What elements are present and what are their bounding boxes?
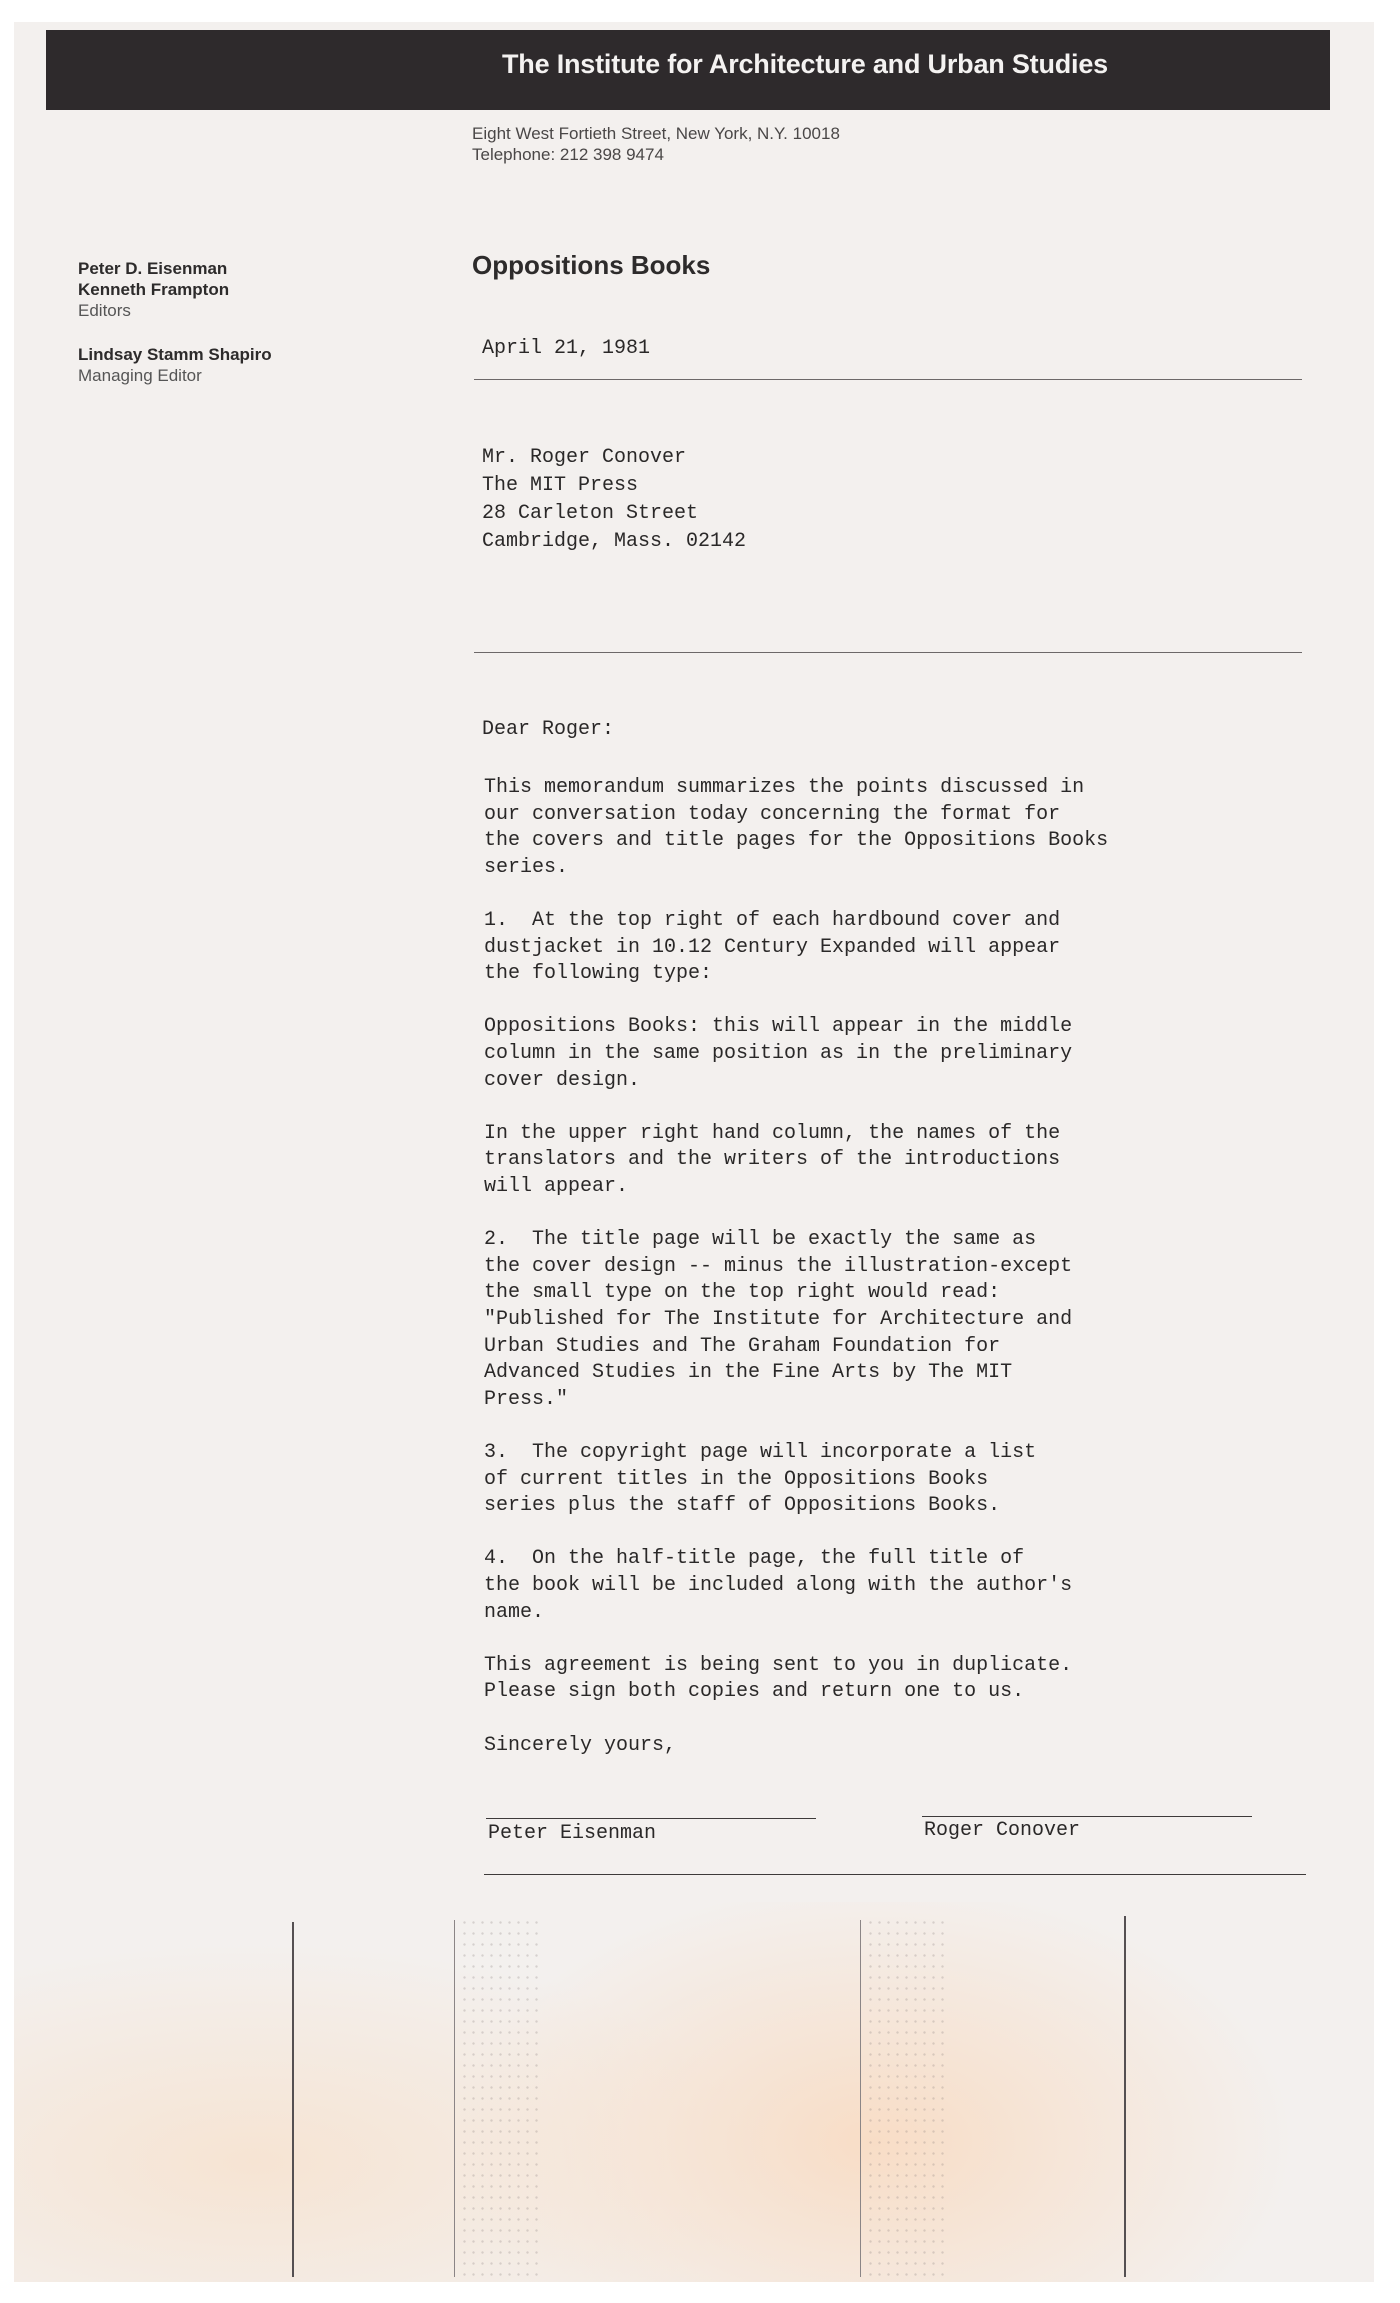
- show-through-texture: [460, 1917, 540, 2277]
- body-line: Oppositions Books: this will appear in the middle: [484, 1015, 1073, 1038]
- institution-name: The Institute for Architecture and Urban Studies: [502, 49, 1108, 79]
- body-line: the following type:: [484, 962, 713, 985]
- body-line: Please sign both copies and return one to us.: [484, 1680, 1025, 1703]
- body-line: will appear.: [484, 1175, 629, 1198]
- letterhead-banner: [46, 30, 1330, 110]
- recipient-line: 28 Carleton Street: [482, 502, 699, 525]
- body-line: of current titles in the Oppositions Books: [484, 1468, 989, 1491]
- letter-page: [14, 22, 1374, 2282]
- address-line: Eight West Fortieth Street, New York, N.Y. 10018: [472, 124, 840, 143]
- body-line: series.: [484, 856, 569, 879]
- show-through-texture: [866, 1917, 946, 2277]
- date-rule: [474, 379, 1302, 380]
- body-line: our conversation today concerning the format for: [484, 803, 1061, 826]
- recipient-line: Cambridge, Mass. 02142: [482, 530, 747, 553]
- letter-date: April 21, 1981: [482, 337, 651, 360]
- body-line: column in the same position as in the preliminary: [484, 1042, 1073, 1065]
- editor-name-2: Kenneth Frampton: [78, 280, 230, 299]
- managing-editor-name: Lindsay Stamm Shapiro: [78, 345, 272, 364]
- recipient-line: The MIT Press: [482, 474, 639, 497]
- show-through-line: [1124, 1916, 1126, 2277]
- signatory-right: Roger Conover: [924, 1819, 1081, 1842]
- body-line: 3. The copyright page will incorporate a list: [484, 1441, 1037, 1464]
- show-through-line: [454, 1920, 455, 2277]
- body-line: Urban Studies and The Graham Foundation for: [484, 1335, 1001, 1358]
- body-line: series plus the staff of Oppositions Books.: [484, 1494, 1001, 1517]
- bottom-rule: [484, 1874, 1306, 1875]
- body-line: This agreement is being sent to you in duplicate.: [484, 1654, 1073, 1677]
- body-line: the book will be included along with the author's: [484, 1574, 1073, 1597]
- body-line: Sincerely yours,: [484, 1734, 677, 1757]
- editor-name-1: Peter D. Eisenman: [78, 259, 228, 278]
- body-line: dustjacket in 10.12 Century Expanded will appear: [484, 936, 1061, 959]
- body-line: 2. The title page will be exactly the same as: [484, 1228, 1037, 1251]
- imprint-title: Oppositions Books: [472, 250, 711, 280]
- body-line: Advanced Studies in the Fine Arts by The MIT: [484, 1361, 1013, 1384]
- salutation: Dear Roger:: [482, 718, 615, 741]
- paper-stain: [14, 1902, 1374, 2282]
- address-rule: [474, 652, 1302, 653]
- body-line: Press.": [484, 1388, 569, 1411]
- editors-role: Editors: [78, 301, 131, 320]
- body-line: the small type on the top right would read:: [484, 1281, 1001, 1304]
- body-line: In the upper right hand column, the names of the: [484, 1122, 1061, 1145]
- managing-editor-role: Managing Editor: [78, 366, 202, 385]
- body-line: name.: [484, 1601, 545, 1624]
- body-line: the cover design -- minus the illustration-except: [484, 1255, 1073, 1278]
- body-line: 1. At the top right of each hardbound cover and: [484, 909, 1061, 932]
- show-through-line: [860, 1920, 861, 2277]
- recipient-line: Mr. Roger Conover: [482, 446, 687, 469]
- body-line: 4. On the half-title page, the full title of: [484, 1547, 1025, 1570]
- signatory-left: Peter Eisenman: [488, 1822, 657, 1845]
- signature-line-left: [486, 1818, 816, 1819]
- body-line: the covers and title pages for the Oppositions Books: [484, 829, 1109, 852]
- body-line: cover design.: [484, 1069, 641, 1092]
- telephone-line: Telephone: 212 398 9474: [472, 145, 664, 164]
- show-through-line: [292, 1922, 294, 2277]
- body-line: This memorandum summarizes the points discussed in: [484, 776, 1085, 799]
- signature-line-right: [922, 1816, 1252, 1817]
- body-line: "Published for The Institute for Architecture and: [484, 1308, 1073, 1331]
- body-line: translators and the writers of the introductions: [484, 1148, 1061, 1171]
